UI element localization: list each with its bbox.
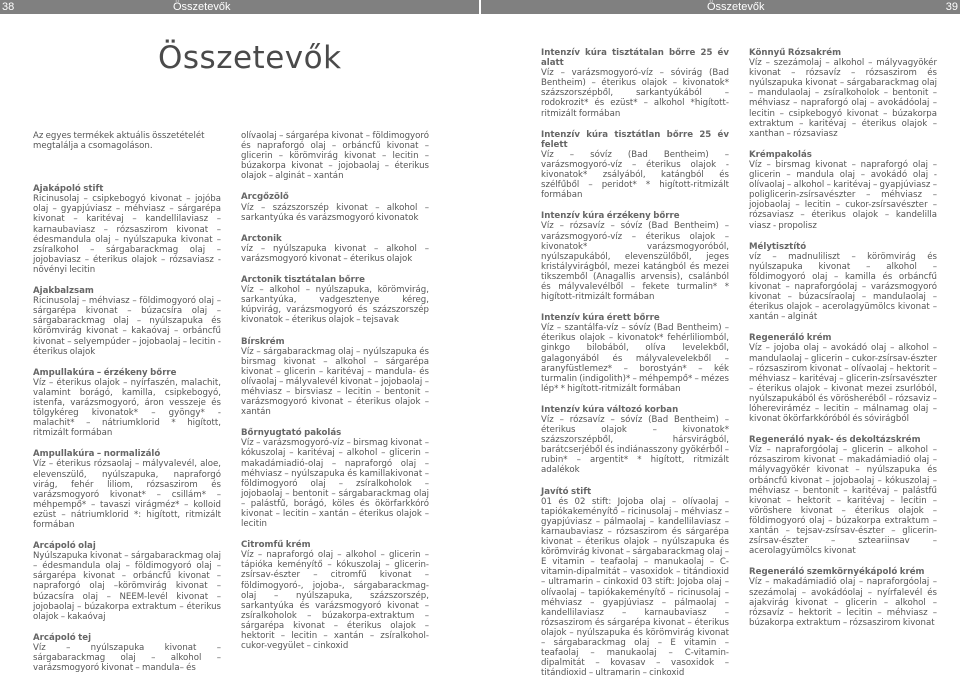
ingredient-section	[541, 211, 729, 302]
section-heading: Bírskrém	[241, 336, 285, 347]
ingredient-section-continued	[241, 131, 429, 181]
ingredient-section	[33, 184, 221, 275]
section-heading: Arcápoló tej	[33, 632, 92, 643]
section-body: Víz – éterikus rózsaolaj – mályvalevél, aloe, elevenszülő, nyúlszapuka, napraforgó virág, fehér liliom, rózsaszirom és varázsmogyoró kivonat* – csillám* – méhpempő* – tavaszi virágméz* – kolloid ezüst – nátriumklorid *: higított, ritmizált formában	[33, 459, 221, 530]
ingredient-section	[241, 192, 429, 222]
ingredient-section	[33, 286, 221, 357]
section-body: Víz – rózsavíz – sóvíz (Bad Bentheim) – éterikus olajok – kivonatok* százszorszépből, hársvirágból, barátcserjéből és indiánasszony gyökérből – rubin* – argentit* * higított, ritmizált adalékok	[541, 415, 729, 476]
section-body: Ricinusolaj – méhviasz – földimogyoró olaj – sárgarépa kivonat – búzacsíra olaj – sárgabarackmag olaj – nyúlszapuka és körömvirág kivonat – kakaóvaj – orbáncfű kivonat – selyempúder – jojobaolaj – lecitin - éterikus olajok	[33, 296, 221, 357]
section-heading: Intenzív kúra tisztátalan bőrre 25 év alatt	[541, 48, 729, 69]
column-3	[541, 48, 729, 689]
section-heading: Ampullakúra – érzékeny bőrre	[33, 367, 177, 378]
section-body: Víz – varázsmogyoró-víz – birsmag kivonat – kókuszolaj – karitévaj – alkohol – glicerin – makadámiadió-olaj – napraforgó olaj – méhviasz – nyúlszapuka és kamillakivonat – földimogyoró olaj – zsíralkoholok – jojobaolaj – bentonit – sárgabarackmag olaj – palástfű, borágó, köles és ökörfarkkóró kivonat – lecitin – xantán – éterikus olajok – lecitin	[241, 438, 429, 530]
page-title: Összetevők	[158, 40, 342, 76]
section-body: víz – nyúlszapuka kivonat – alkohol – varázsmogyoró kivonat – éterikus olajok	[241, 243, 429, 264]
section-heading: Intenzív kúra változó korban	[541, 404, 679, 415]
right-page-header	[481, 0, 960, 14]
ingredient-section	[541, 405, 729, 476]
section-heading: Regeneráló szemkörnyékápoló krém	[749, 567, 925, 578]
section-heading: Intenzív kúra érett bőrre	[541, 313, 660, 324]
section-heading: Intenzív kúra érzékeny bőrre	[541, 211, 680, 222]
section-heading: Arctonik tisztátalan bőrre	[241, 275, 365, 286]
section-body: Víz – rózsavíz – sóvíz (Bad Bentheim) – varázsmogyoró-víz – éterikus olajok – kivonatok* varázsmogyoróból, nyúlszapukából, elevenszülőből, jeges kristályvirágból, mezei katángból és mezei tikszemből (Anagallis arvensis), csalánból és mályvalevélből – fekete turmalin* * higított-ritmizált formában	[541, 221, 729, 303]
section-heading: Regeneráló krém	[749, 333, 832, 344]
ingredient-section	[33, 368, 221, 439]
section-body: Víz – sóvíz (Bad Bentheim) – varázsmogyoró-víz – éterikus olajok - kivonatok* zsályából, katángból és szélfűből – peridot* * higított-ritmizált formában	[541, 149, 729, 201]
section-body: olívaolaj – sárgarépa kivonat – földimogyoró és napraforgó olaj – orbáncfű kivonat – glicerin – körömvirág kivonat – lecitin – búzakorpa kivonat – jojobaolaj – éterikus olajok – alginát – xantán	[241, 131, 429, 182]
section-heading: Javító stift	[541, 486, 592, 497]
section-body: Víz – éterikus olajok – nyírfaszén, malachit, valamint borágó, kamilla, csipkebogyó, istenfa, varázsmogyoró, áron vesszeje és tölgykéreg kivonatok* – gyöngy* - malachit* – nátriumklorid * higított, ritmizált formában	[33, 377, 221, 439]
ingredient-section	[241, 428, 429, 529]
section-body: víz – madnuliliszt – körömvirág és nyúlszapuka kivonat – alkohol – földimogyoró olaj – kamilla és orbáncfű kivonat – napraforgóolaj – varázsmogyoró kivonat – búzacsíraolaj – mandulaolaj – éterikus olajok – acerolagyümölcs kivonat – xantán – alginát	[749, 251, 937, 323]
ingredient-section	[541, 48, 729, 119]
section-heading: Könnyű Rózsakrém	[749, 48, 842, 58]
section-heading: Arcgőzölő	[241, 192, 289, 203]
section-body: Víz – szezámolaj – alkohol – mályvagyökér kivonat – rózsavíz – rózsaszirom és nyúlszapuka kivonat – sárgabarackmag olaj – mandulaolaj – zsíralkoholok – bentonit – méhviasz – napraforgó olaj – avokádóolaj – lecitin – csipkebogyó kivonat – búzakorpa extraktum – karitévaj – éterikus olajok – xanthan – rózsaviasz	[749, 58, 937, 139]
section-body: Víz – szantálfa-víz – sóvíz (Bad Bentheim) – éterikus olajok – kivonatok* fehérliliomból, ginkgo bilobából, olíva levelekből, galagonyából és mályvalevelekből – aranyfüstlemez* – borostyán* – kék turmalin (indigolith)* – méhpempő* – mézes lép* * higított-ritmizált formában	[541, 323, 729, 394]
ingredient-section	[241, 234, 429, 264]
ingredient-section	[33, 633, 221, 673]
section-heading: Regeneráló nyak- és dekoltázskrém	[749, 435, 921, 446]
right-running-title: Összetevők	[707, 1, 765, 13]
ingredient-section	[749, 48, 937, 139]
ingredient-section	[541, 313, 729, 394]
section-body: Víz – varázsmogyoró-víz – sóvirág (Bad Bentheim) – éterikus olajok – kivonatok* százszorszépből, sarkantyúkából – rodokrozit* és ezüst* – alkohol *higított-ritmizált formában	[541, 68, 729, 119]
section-body: Víz – jojoba olaj – avokádó olaj – alkohol – mandulaolaj – glicerin – cukor-zsírsav-észter – rózsaszirom kivonat – olívaolaj – hektorit – méhviasz – karitévaj – glicerin-zsírsavészter – éterikus olajok – kivonat mezei zsurlóból, nyúlszapukából és vörösheréből – rózsaviz – lóhereviráméz – lecitin – málnamag olaj – kivonat ökörfarkkóróból és sóvirágból	[749, 343, 937, 425]
ingredient-section	[749, 333, 937, 424]
ingredient-section	[241, 275, 429, 325]
section-heading: Krémpakolás	[749, 149, 812, 160]
ingredient-section	[541, 130, 729, 201]
section-heading: Ajakbalzsam	[33, 286, 94, 297]
section-body: Víz – napraforgóolaj – glicerin – alkohol – rózsaszirom kivonat – makadámiadió olaj – mályvagyökér kivonat – nyúlszapuka és orbáncfű kivonat – jojobaolaj – kókuszolaj – méhviasz – bentonit – karitévaj – palástfű kivonat – hektorit – karitévaj – lecitin – vöröshere kivonat – éterikus olajok – földimogyoró olaj – búzakorpa extraktum – xantán – tejsav-zsírsav-észter – glicerin-zsírsav-észter – szteariinsav – acerolagyümölcs kivonat	[749, 445, 937, 557]
ingredient-section	[749, 242, 937, 323]
ingredient-section	[241, 540, 429, 651]
ingredient-section	[33, 541, 221, 622]
section-heading: Arctonik	[241, 233, 282, 244]
section-body: Víz – sárgabarackmag olaj – nyúlszapuka és birsmag kivonat – alkohol – sárgarépa kivonat – glicerin – karitévaj – mandula- és olívaolaj – mályvalevél kivonat – jojobaolaj – méhviasz – birsviasz – lecitin – bentonit – varázsmogyoró kivonat – éterikus olajok – xantán	[241, 346, 429, 418]
section-heading: Arcápoló olaj	[33, 541, 96, 552]
section-heading: Ajakápoló stift	[33, 184, 104, 195]
section-body: Nyúlszapuka kivonat – sárgabarackmag olaj – édesmandula olaj – földimogyoró olaj – sárgarépa kivonat – orbáncfű kivonat – napraforgó olaj –körömvirág kivonat – búzacsíra olaj – NEEM-levél kivonat – jojobaolaj – búzakorpa extraktum – éterikus olajok – kakaóvaj	[33, 551, 221, 622]
section-heading: Mélytisztító	[749, 241, 807, 252]
section-heading: Bőrnyugtató pakolás	[241, 428, 342, 439]
section-body: 01 és 02 stift: Jojoba olaj – olívaolaj – tapiókakeményítő – ricinusolaj – méhviasz – gyapjúviasz – pálmaolaj – kandellilaviasz – karnaubaviasz – rózsaszirom és sárgarépa kivonat – éterikus olajok – nyúlszapuka és körömvirág kivonat – sárgabarackmag olaj – E vitamin – teafaolaj – manukaolaj – C-vitamin-dipalmitát – vasoxidok – titándioxid – ultramarin – cinkoxid 03 stift: Jojoba olaj – olívaolaj – tapiókakeményítő – ricinusolaj – méhviasz – gyapjúviasz – pálmaolaj – kandellilaviasz – karnaubaviasz – rózsaszirom és sárgarépa kivonat – éterikus olajok – nyúlszapuka és körömvirág kivonat – sárgabarackmag olaj – E vitamin – teafaolaj – manukaolaj – C-vitamin-dipalmitát – kovasav – vasoxidok – titándioxid – ultramarin – cinkoxid	[541, 496, 729, 679]
ingredient-section	[541, 487, 729, 679]
column-4	[749, 48, 937, 639]
section-body: Víz – makadámiadió olaj – napraforgóolaj – szezámolaj – avokádóolaj – nyírfalevél és ajakvirág kivonat – glicerin – alkohol – rózsavíz – hektorit – lecitin – méhviasz – búzakorpa extraktum – rózsaszirom kivonat	[749, 577, 937, 628]
ingredient-section	[749, 150, 937, 231]
column-2	[241, 131, 429, 662]
section-body: Víz – birsmag kivonat – napraforgó olaj – glicerin – mandula olaj – avokádó olaj - olívaolaj – alkohol – karitévaj – gyapjúviasz – poliglicerin-zsírsavészter – méhviasz – jojobaolaj – lecitin – cukor-zsírsavészter – rózsaviasz – éterikus olajok – kandelilla viasz - propolisz	[749, 159, 937, 231]
section-heading: Ampullakúra – normalizáló	[33, 449, 161, 460]
left-page-number: 38	[2, 1, 15, 13]
left-page-header	[0, 0, 479, 14]
intro-text: Az egyes termékek aktuális összetételét megtalálja a csomagoláson.	[33, 131, 205, 152]
ingredient-section	[33, 449, 221, 530]
section-heading: Citromfű krém	[241, 540, 311, 551]
section-body: Víz – nyúlszapuka kivonat – sárgabarackmag olaj – alkohol – varázsmogyoró kivonat – mandula– és	[33, 642, 221, 674]
ingredient-section	[749, 435, 937, 556]
section-body: Víz – alkohol – nyúlszapuka, körömvirág, sarkantyúka, vadgesztenye kéreg, kúpvirág, varázsmogyoró és százszorszép kivonatok – éterikus olajok – tejsavak	[241, 285, 429, 326]
left-running-title: Összetevők	[173, 1, 231, 13]
section-heading: Intenzív kúra tisztátlan bőrre 25 év felett	[541, 129, 729, 150]
column-1	[33, 131, 221, 684]
section-body: Ricinusolaj – csipkebogyó kivonat – jojóba olaj – gyapjúviasz – méhviasz – sárgarépa kivonat – karitévaj – kandellilaviasz – karnaubaviasz – rózsaszirom kivonat – édesmandula olaj – nyúlszapuka kivonat – zsíralkohol – sárgabarackmag olaj – jojobaviasz – éterikus olajok – rózsaviasz - növényi lecitin	[33, 194, 221, 275]
right-page-number: 39	[945, 1, 958, 13]
section-body: Víz – százszorszép kivonat – alkohol – sarkantyúka és varázsmogyoró kivonatok	[241, 202, 429, 223]
ingredient-section	[241, 337, 429, 418]
section-body: Víz – napraforgó olaj – alkohol – glicerin – tápióka keményítő – kókuszolaj – glicerin-zsírsav-észter – citromfű kivonat – földimogyoró-, jojoba-, sárgabarackmag-olaj – nyúlszapuka, százszorszép, sarkantyúka és varázsmogyoró kivonat – zsíralkoholok – búzakorpa-extraktum – sárgarépa kivonat – éterikus olajok – hektorit – lecitin – xantán – zsíralkohol-cukor-vegyület – cinkoxid	[241, 550, 429, 652]
ingredient-section	[749, 567, 937, 628]
